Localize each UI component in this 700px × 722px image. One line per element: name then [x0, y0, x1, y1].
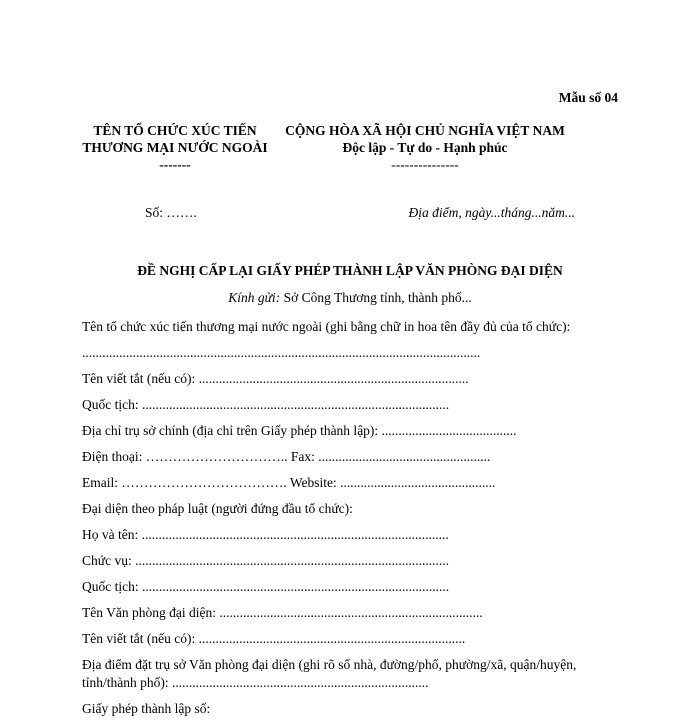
document-number: Số: …….	[145, 205, 197, 220]
form-number: Mẫu số 04	[558, 90, 618, 105]
field-phone-fax: Điện thoại: ………………………….. Fax: ...................................................	[82, 449, 491, 464]
field-legal-representative: Đại diện theo pháp luật (người đứng đầu tổ chức):	[82, 501, 353, 516]
field-office-address: Địa điểm đặt trụ sở Văn phòng đại diện (ghi rõ số nhà, đường/phố, phường/xã, quận/huyện, tỉnh/thành phố): ............................................................................	[82, 657, 577, 690]
field-org-name-label: Tên tổ chức xúc tiến thương mại nước ngoài (ghi bằng chữ in hoa tên đầy đủ của tổ chức):	[82, 319, 571, 334]
field-email-website: Email: ………………………………. Website: ..............................................	[82, 475, 496, 490]
recipient-line	[0, 290, 700, 306]
national-header	[270, 122, 580, 173]
field-head-office-address: Địa chỉ trụ sở chính (địa chỉ trên Giấy phép thành lập): ........................................	[82, 423, 517, 438]
organization-name: TÊN TỔ CHỨC XÚC TIẾN THƯƠNG MẠI NƯỚC NGOÀI	[82, 123, 268, 155]
recipient-prefix: Kính gửi:	[228, 290, 281, 305]
field-license-number: Giấy phép thành lập số:	[82, 701, 211, 716]
field-full-name: Họ và tên: ...........................................................................................	[82, 527, 449, 542]
recipient-value: Sở Công Thương tỉnh, thành phố...	[280, 290, 472, 305]
document-title: ĐỀ NGHỊ CẤP LẠI GIẤY PHÉP THÀNH LẬP VĂN PHÒNG ĐẠI DIỆN	[137, 263, 563, 278]
organization-header	[75, 122, 275, 173]
field-office-abbreviation: Tên viết tắt (nếu có): ...............................................................................	[82, 631, 466, 646]
field-position: Chức vụ: .............................................................................................	[82, 553, 449, 568]
field-nationality: Quốc tịch: ...........................................................................................	[82, 397, 450, 412]
nation-motto: Độc lập - Tự do - Hạnh phúc	[342, 140, 508, 155]
nation-title: CỘNG HÒA XÃ HỘI CHỦ NGHĨA VIỆT NAM	[285, 123, 565, 138]
form-fields	[82, 314, 602, 722]
field-org-name-blank: ......................................................................................................................	[82, 345, 481, 360]
place-date: Địa điểm, ngày...tháng...năm...	[408, 205, 575, 220]
nation-divider: ---------------	[391, 157, 459, 172]
organization-divider: -------	[159, 157, 191, 172]
field-rep-nationality: Quốc tịch: ...........................................................................................	[82, 579, 450, 594]
field-abbreviation: Tên viết tắt (nếu có): ................................................................................	[82, 371, 469, 386]
field-office-name: Tên Văn phòng đại diện: ..............................................................................	[82, 605, 483, 620]
